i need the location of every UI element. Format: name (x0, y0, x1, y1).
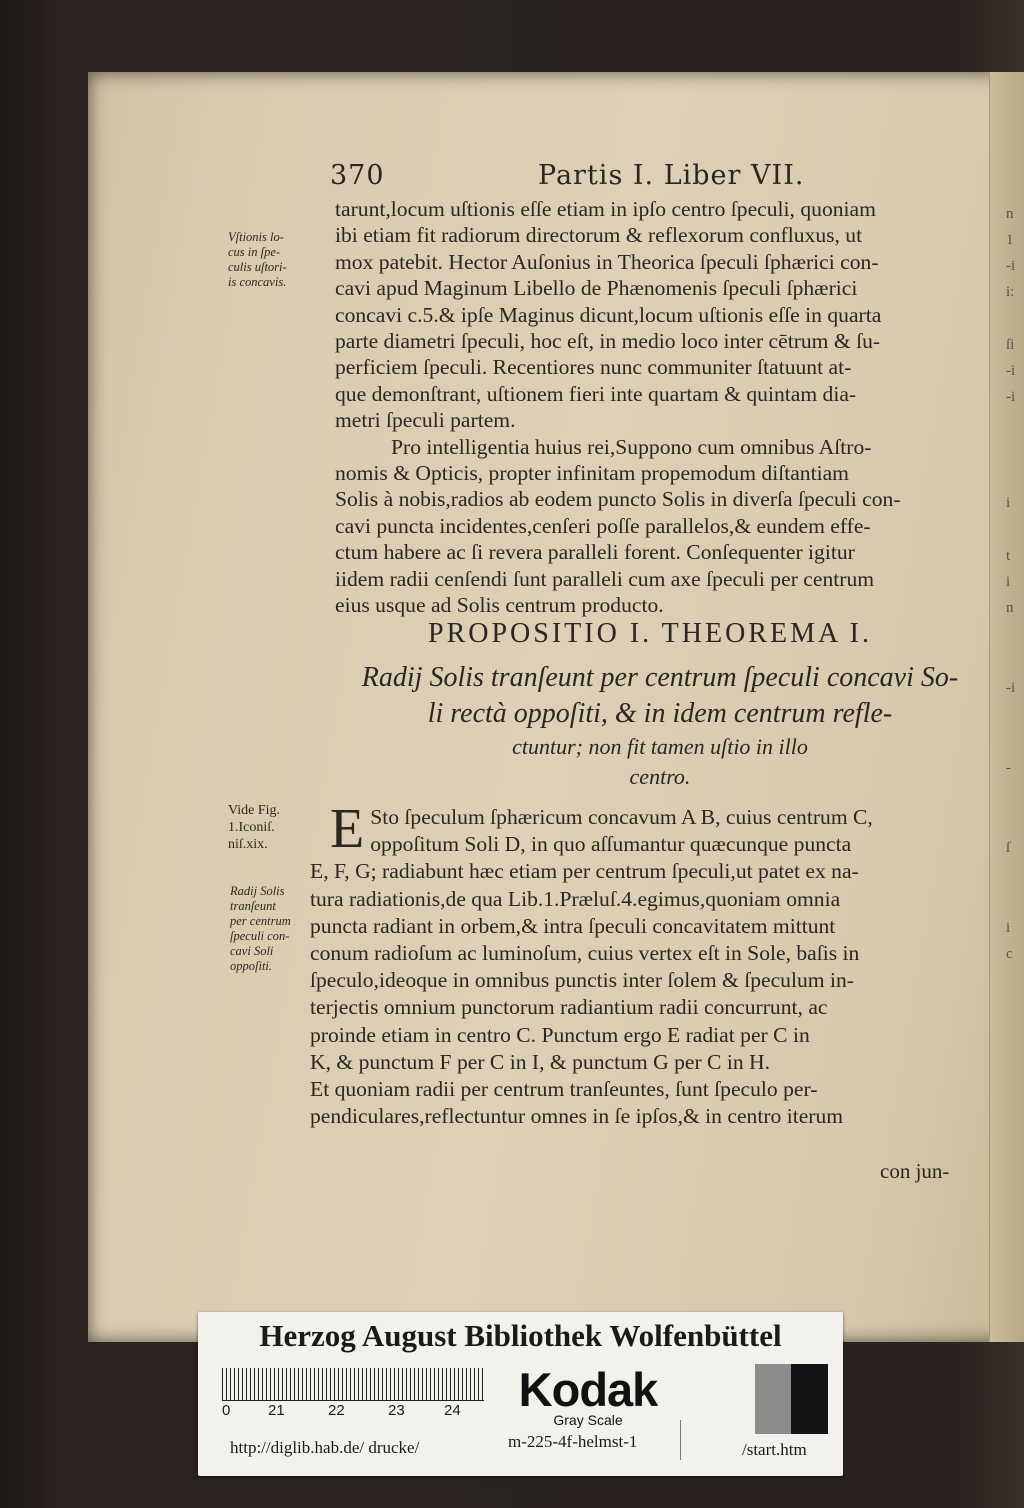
bleed-char: c (1006, 946, 1013, 962)
statement-line: centro. (629, 764, 691, 789)
label-shelfmark: m-225-4f-helmst-1 (508, 1432, 638, 1451)
margin-line: Vide Fig. (228, 803, 281, 818)
running-title: Partis I. Liber VII. (538, 160, 805, 191)
text-line: iidem radii cenſendi ſunt paralleli cum axe ſpeculi per centrum (335, 566, 875, 591)
bleed-char: n (1006, 206, 1014, 222)
bleed-char: -i (1006, 363, 1016, 379)
text-line: cavi apud Maginum Libello de Phænomenis ſpeculi ſphærici (335, 276, 858, 301)
bleed-char: t (1006, 548, 1011, 564)
text-line: cavi puncta incidentes,cenſeri poſſe parallelos,& eundem effe- (335, 513, 871, 538)
text-line: terjectis omnium punctorum radiantium radii concurrunt, ac (310, 995, 828, 1020)
text-line: puncta radiant in orbem,& intra ſpeculi concavitatem mittunt (310, 913, 836, 938)
ruler-numbers (222, 1402, 484, 1422)
text-line: nomis & Opticis, propter infinitam propemodum diſtantiam (335, 461, 849, 486)
text-line: tura radiationis,de qua Lib.1.Præluſ.4.egimus,quoniam omnia (310, 886, 841, 911)
swatch-gray (755, 1364, 792, 1434)
library-scan-label (198, 1312, 843, 1476)
bleed-char: - (1006, 760, 1011, 776)
margin-line: cus in ſpe- (228, 245, 281, 259)
margin-note-ustio (228, 230, 287, 290)
margin-line: Radij Solis (230, 884, 285, 898)
margin-line: culis uſtori- (228, 260, 287, 274)
ruler-number: 0 (222, 1402, 231, 1419)
bleed-char: -i (1006, 389, 1016, 405)
statement-line: li rectà oppoſiti, & in idem centrum refle- (427, 698, 893, 729)
text-line: proinde etiam in centro C. Punctum ergo E radiat per C in (310, 1022, 810, 1047)
text-line: ſpeculo,ideoque in omnibus punctis inter ſolem & ſpeculum in- (310, 968, 854, 993)
margin-line: oppoſiti. (230, 959, 273, 973)
text-line: ctum habere ac ſi revera paralleli forent. Conſequenter igitur (335, 540, 855, 565)
margin-line: tranſeunt (230, 899, 276, 913)
margin-line: niſ.xix. (228, 837, 268, 852)
ruler-number: 21 (268, 1402, 285, 1419)
text-line: K, & punctum F per C in I, & punctum G per C in H. (310, 1049, 771, 1074)
text-line: metri ſpeculi partem. (335, 408, 516, 433)
library-name: Herzog August Bibliothek Wolfenbüttel (259, 1318, 782, 1353)
text-line: Solis à nobis,radios ab eodem puncto Solis in diverſa ſpeculi con- (335, 487, 901, 512)
statement-line: Radij Solis tranſeunt per centrum ſpeculi concavi So- (361, 662, 959, 693)
proposition-statement (330, 660, 990, 792)
margin-line: per centrum (230, 914, 291, 928)
running-head (330, 160, 930, 194)
bleed-char: n (1006, 600, 1014, 616)
text-line: ibi etiam fit radiorum directorum & reflexorum confluxus, ut (335, 223, 863, 248)
bleed-char: -i (1006, 258, 1016, 274)
margin-line: cavi Soli (230, 944, 274, 958)
text-line: conum radioſum ac luminoſum, cuius vertex eſt in Sole, baſis in (310, 941, 860, 966)
margin-line: 1.Iconiſ. (228, 820, 275, 835)
page-number: 370 (330, 160, 385, 191)
gray-scale-caption: Gray Scale (553, 1412, 623, 1428)
ruler-number: 22 (328, 1402, 345, 1419)
gray-swatches (718, 1364, 828, 1434)
text-line: E, F, G; radiabunt hæc etiam per centrum ſpeculi,ut patet ex na- (310, 859, 859, 884)
text-line: Et quoniam radii per centrum tranſeuntes, ſunt ſpeculo per- (310, 1077, 818, 1102)
bleed-char: ſ (1006, 840, 1011, 856)
paragraph-1 (335, 196, 987, 619)
text-line: Sto ſpeculum ſphæricum concavum A B, cuius centrum C, (370, 805, 873, 829)
proposition-heading: PROPOSITIO I. THEOREMA I. (428, 618, 872, 649)
ruler-number: 23 (388, 1402, 405, 1419)
bleed-char: 1 (1006, 232, 1014, 248)
ruler-number: 24 (444, 1402, 461, 1419)
label-divider (680, 1420, 681, 1460)
bleed-char: i (1006, 920, 1011, 936)
margin-note-radij (230, 884, 291, 974)
bleed-char: i: (1006, 284, 1015, 300)
text-line: eius usque ad Solis centrum producto. (335, 593, 664, 618)
text-line: concavi c.5.& ipſe Maginus dicunt,locum uſtionis eſſe in quarta (335, 302, 882, 327)
text-line: Pro intelligentia huius rei,Suppono cum omnibus Aſtro- (391, 434, 872, 459)
scale-ruler (222, 1368, 484, 1400)
text-line: perficiem ſpeculi. Recentiores nunc communiter ſtatuunt at- (335, 355, 852, 380)
text-line: tarunt,locum uſtionis eſſe etiam in ipſo centro ſpeculi, quoniam (335, 197, 876, 221)
bleed-char: i (1006, 574, 1011, 590)
label-start: /start.htm (742, 1440, 807, 1459)
statement-line: ctuntur; non fit tamen uſtio in illo (512, 734, 808, 759)
text-line: mox patebit. Hector Auſonius in Theorica ſpeculi ſphærici con- (335, 249, 879, 274)
paragraph-2 (335, 434, 987, 619)
margin-line: Vſtionis lo- (228, 230, 284, 244)
text-line: parte diametri ſpeculi, hoc eſt, in medio loco inter cētrum & ſu- (335, 329, 881, 354)
ruler-ticks (222, 1368, 484, 1401)
text-line: que demonſtrant, uſtionem fieri inte quartam & quintam dia- (335, 381, 857, 406)
bleed-char: ſi (1006, 337, 1015, 353)
bleed-char: -i (1006, 680, 1016, 696)
label-url: http://diglib.hab.de/ drucke/ (230, 1438, 420, 1457)
margin-line: is concavis. (228, 275, 287, 289)
swatch-white (718, 1364, 755, 1434)
margin-line: ſpeculi con- (230, 929, 290, 943)
text-line: oppoſitum Soli D, in quo aſſumantur quæcunque puncta (370, 832, 852, 857)
margin-note-vide (228, 802, 280, 853)
drop-cap: E (330, 798, 365, 860)
bleed-char: i (1006, 495, 1011, 511)
catchword: con jun- (880, 1159, 950, 1183)
swatch-black (791, 1364, 828, 1434)
kodak-logo: Kodak (518, 1363, 658, 1416)
paragraph-3 (310, 798, 984, 1130)
text-line: pendiculares,reflectuntur omnes in ſe ipſos,& in centro iterum (310, 1104, 844, 1129)
